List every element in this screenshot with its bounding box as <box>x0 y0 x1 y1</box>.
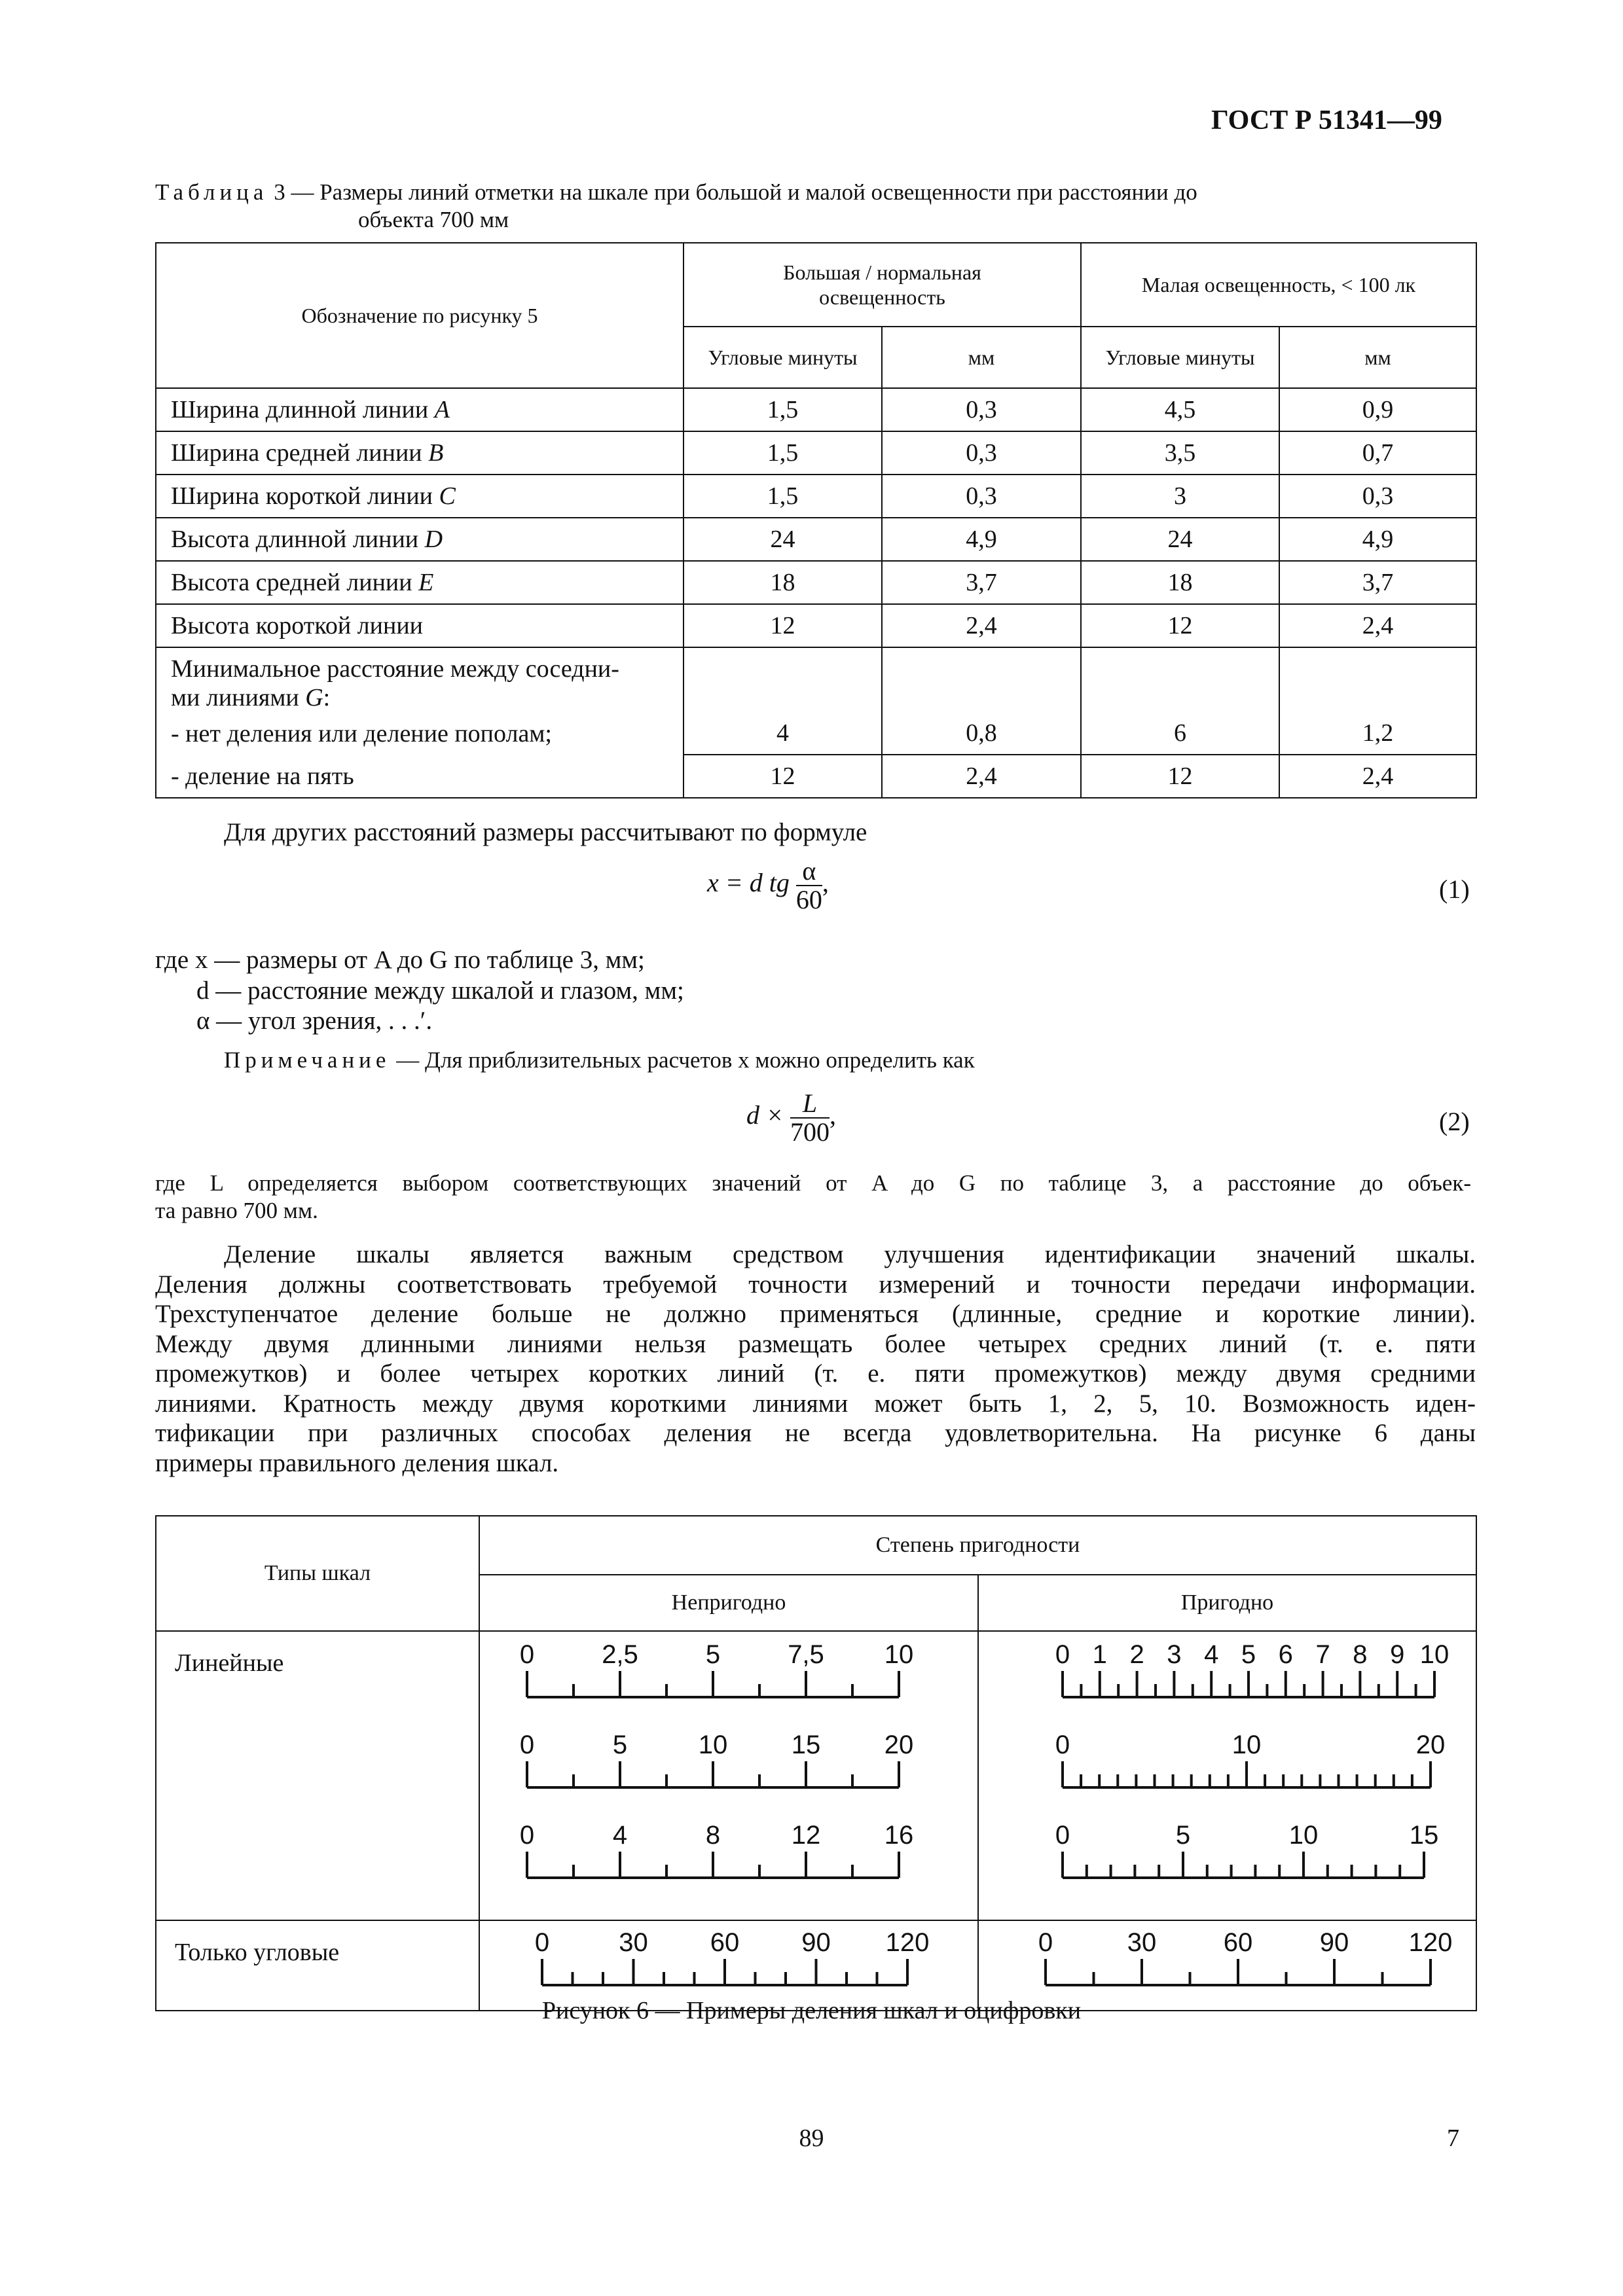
paragraph-line: Деления должны соответствовать требуемой точности измерений и точности передачи информации. <box>155 1270 1476 1299</box>
cell-value: 4,9 <box>1279 518 1476 561</box>
cell-value: 12 <box>1081 604 1279 647</box>
scale-label: 10 <box>1231 1731 1262 1759</box>
cell-value: 3,5 <box>1081 431 1279 475</box>
formula-1: x = d tg $\frac{\alpha}{60}$ , <box>707 856 829 914</box>
cell-value: 18 <box>1081 561 1279 604</box>
row-angular: Только угловые <box>156 1920 479 2011</box>
table3-caption <box>155 178 1478 207</box>
row-label: - нет деления или деление пополам; <box>156 712 684 755</box>
scale-label: 5 <box>612 1731 628 1759</box>
scale-label: 120 <box>885 1928 930 1957</box>
cell-value: 2,4 <box>1279 755 1476 798</box>
scale-label: 0 <box>519 1821 535 1850</box>
page-number-right: 7 <box>1447 2125 1459 2152</box>
where-L-line1: где L определяется выбором соответствующих значений от A до G по таблице 3, а расстояние до объек- <box>155 1170 1471 1196</box>
cell-value: 3,7 <box>1279 561 1476 604</box>
formula-1-fraction: $\frac{\alpha}{60}$ <box>795 856 822 914</box>
scale-label: 0 <box>1055 1640 1070 1669</box>
scale-label: 2 <box>1129 1640 1144 1669</box>
col-low-illum: Малая освещенность, < 100 лк <box>1081 243 1476 327</box>
cell-value: 4 <box>684 712 882 755</box>
scale-label: 15 <box>1409 1821 1439 1850</box>
formula-2: d × $\frac{L}{700}$ , <box>746 1088 836 1147</box>
scale-label: 3 <box>1167 1640 1182 1669</box>
where-alpha: α — угол зрения, . . .′. <box>196 1007 433 1035</box>
scale-label: 8 <box>705 1821 721 1850</box>
cell-value: 1,5 <box>684 431 882 475</box>
scale-label: 4 <box>1204 1640 1219 1669</box>
scale-label: 5 <box>1175 1821 1191 1850</box>
scale-label: 4 <box>612 1821 628 1850</box>
table-row <box>156 712 1476 755</box>
table3-caption-number: 3 <box>274 179 285 205</box>
row-label: Ширина длинной линии A <box>156 388 684 431</box>
table3-body <box>156 388 1476 647</box>
scale-label: 12 <box>791 1821 821 1850</box>
scale-label: 120 <box>1408 1928 1453 1957</box>
table3 <box>155 242 1477 798</box>
cell-value: 0,3 <box>882 431 1081 475</box>
scale-label: 0 <box>1038 1928 1053 1957</box>
scale-label: 60 <box>1223 1928 1253 1957</box>
table3-caption-text: — Размеры линий отметки на шкале при большой и малой освещенности при расстоянии до <box>291 179 1197 205</box>
row-label: - деление на пять <box>156 755 684 798</box>
paragraph-line: промежутков) и более четырех коротких линий (т. е. пяти промежутков) между двумя средними <box>155 1359 1476 1388</box>
linear-suitable-scales <box>979 1632 1476 1903</box>
cell-value: 1,2 <box>1279 712 1476 755</box>
cell-value: 12 <box>684 755 882 798</box>
scale-label: 20 <box>884 1731 914 1759</box>
cell-value: 0,3 <box>882 388 1081 431</box>
scale-label: 0 <box>519 1731 535 1759</box>
row-label: Ширина короткой линии C <box>156 475 684 518</box>
row-label: Высота короткой линии <box>156 604 684 647</box>
table-row <box>156 604 1476 647</box>
standard-number: ГОСТ Р 51341—99 <box>1211 105 1442 135</box>
cell-value: 0,8 <box>882 712 1081 755</box>
where-L-line2: та равно 700 мм. <box>155 1198 318 1223</box>
table-row <box>156 755 1476 798</box>
scale-label: 7 <box>1315 1640 1330 1669</box>
scale-label: 16 <box>884 1821 914 1850</box>
cell-value: 6 <box>1081 712 1279 755</box>
scale-label: 9 <box>1390 1640 1405 1669</box>
paragraph-line: примеры правильного деления шкал. <box>155 1448 559 1477</box>
table3-caption-prefix: Таблица <box>155 179 268 205</box>
formula-2-number: (2) <box>1439 1107 1470 1136</box>
paragraph-line: тификации при различных способах деления не всегда удовлетворительна. На рисунке 6 даны <box>155 1419 1476 1447</box>
cell-value: 24 <box>1081 518 1279 561</box>
angular-unsuitable-scale <box>480 1921 977 1993</box>
figure6-table <box>155 1515 1477 2011</box>
paragraph-line: Деление шкалы является важным средством улучшения идентификации значений шкалы. <box>224 1240 1476 1268</box>
col-designation: Обозначение по рисунку 5 <box>156 243 684 388</box>
scale-label: 10 <box>1419 1640 1450 1669</box>
note <box>224 1047 975 1073</box>
scale-label: 10 <box>1288 1821 1319 1850</box>
table-row <box>156 388 1476 431</box>
table3-caption-cont: объекта 700 мм <box>358 207 509 232</box>
table-row <box>156 561 1476 604</box>
figure6-caption: Рисунок 6 — Примеры деления шкал и оцифровки <box>541 1997 1082 2024</box>
scale-label: 10 <box>698 1731 728 1759</box>
formula-2-fraction: $\frac{L}{700}$ <box>790 1088 830 1147</box>
paragraph-line: линиями. Кратность между двумя короткими линиями может быть 1, 2, 5, 10. Возможность иден- <box>155 1389 1476 1418</box>
cell-value: 3 <box>1081 475 1279 518</box>
cell-value: 0,7 <box>1279 431 1476 475</box>
scale-label: 20 <box>1415 1731 1446 1759</box>
scale-label: 1 <box>1092 1640 1107 1669</box>
col-suitability: Степень пригодности <box>479 1516 1476 1575</box>
scale-label: 30 <box>619 1928 648 1957</box>
cell-value: 2,4 <box>882 604 1081 647</box>
table3-subrows <box>156 712 1476 798</box>
scale-label: 2,5 <box>602 1640 638 1669</box>
scale-label: 15 <box>791 1731 821 1759</box>
scale-label: 90 <box>801 1928 831 1957</box>
col-scale-types: Типы шкал <box>156 1516 479 1631</box>
sub-arcmin-low: Угловые минуты <box>1081 327 1279 388</box>
page-number-left: 89 <box>799 2125 824 2152</box>
linear-unsuitable-scales <box>480 1632 977 1903</box>
row-label: Ширина средней линии B <box>156 431 684 475</box>
cell-value: 2,4 <box>1279 604 1476 647</box>
cell-value: 12 <box>684 604 882 647</box>
cell-value: 12 <box>1081 755 1279 798</box>
cell-value: 2,4 <box>882 755 1081 798</box>
linear-suitable-cell <box>978 1631 1476 1920</box>
sub-mm-high: мм <box>882 327 1081 388</box>
note-text: — Для приблизительных расчетов x можно определить как <box>396 1047 975 1073</box>
cell-value: 4,5 <box>1081 388 1279 431</box>
table-row <box>156 431 1476 475</box>
table-row <box>156 647 1476 712</box>
formula-1-lhs: x = d tg <box>707 868 790 898</box>
scale-label: 7,5 <box>788 1640 824 1669</box>
cell-value: 24 <box>684 518 882 561</box>
scale-label: 5 <box>1241 1640 1256 1669</box>
scale-label: 5 <box>705 1640 721 1669</box>
table-row <box>156 518 1476 561</box>
cell-value: 4,9 <box>882 518 1081 561</box>
cell-value: 1,5 <box>684 475 882 518</box>
sub-arcmin-high: Угловые минуты <box>684 327 882 388</box>
note-label: Примечание <box>224 1047 391 1073</box>
cell-value: 18 <box>684 561 882 604</box>
scale-label: 0 <box>534 1928 550 1957</box>
row-label: Высота средней линии E <box>156 561 684 604</box>
scale-label: 6 <box>1278 1640 1293 1669</box>
scale-label: 0 <box>1055 1821 1070 1850</box>
paragraph-line: Трехступенчатое деление больше не должно применяться (длинные, средние и короткие линии). <box>155 1300 1476 1328</box>
scale-label: 30 <box>1127 1928 1157 1957</box>
angular-suitable-scale <box>979 1921 1476 1993</box>
where-x: где x — размеры от A до G по таблице 3, мм; <box>155 946 645 974</box>
formula-intro: Для других расстояний размеры рассчитывают по формуле <box>224 818 867 846</box>
scale-label: 8 <box>1353 1640 1368 1669</box>
row-label: Высота длинной линии D <box>156 518 684 561</box>
row-linear: Линейные <box>156 1631 479 1920</box>
cell-value: 3,7 <box>882 561 1081 604</box>
scale-label: 60 <box>710 1928 740 1957</box>
body-paragraph <box>155 1240 1476 1479</box>
cell-value: 0,9 <box>1279 388 1476 431</box>
scale-label: 0 <box>1055 1731 1070 1759</box>
table-row <box>156 475 1476 518</box>
cell-value: 0,3 <box>882 475 1081 518</box>
sub-mm-low: мм <box>1279 327 1476 388</box>
col-high-illum: Большая / нормальная освещенность <box>684 243 1081 327</box>
scale-label: 10 <box>884 1640 914 1669</box>
cell-value: 1,5 <box>684 388 882 431</box>
where-d: d — расстояние между шкалой и глазом, мм; <box>196 977 684 1005</box>
formula-2-lhs: d × <box>746 1100 784 1130</box>
col-unsuitable: Непригодно <box>479 1575 978 1631</box>
paragraph-line: Между двумя длинными линиями нельзя размещать более четырех средних линий (т. е. пяти <box>155 1329 1476 1358</box>
linear-unsuitable-cell <box>479 1631 978 1920</box>
scale-label: 90 <box>1319 1928 1349 1957</box>
formula-1-number: (1) <box>1439 874 1470 904</box>
cell-value: 0,3 <box>1279 475 1476 518</box>
min-distance-label: Минимальное расстояние между соседни- ми линиями G: <box>156 647 684 712</box>
col-suitable: Пригодно <box>978 1575 1476 1631</box>
scale-label: 0 <box>519 1640 535 1669</box>
